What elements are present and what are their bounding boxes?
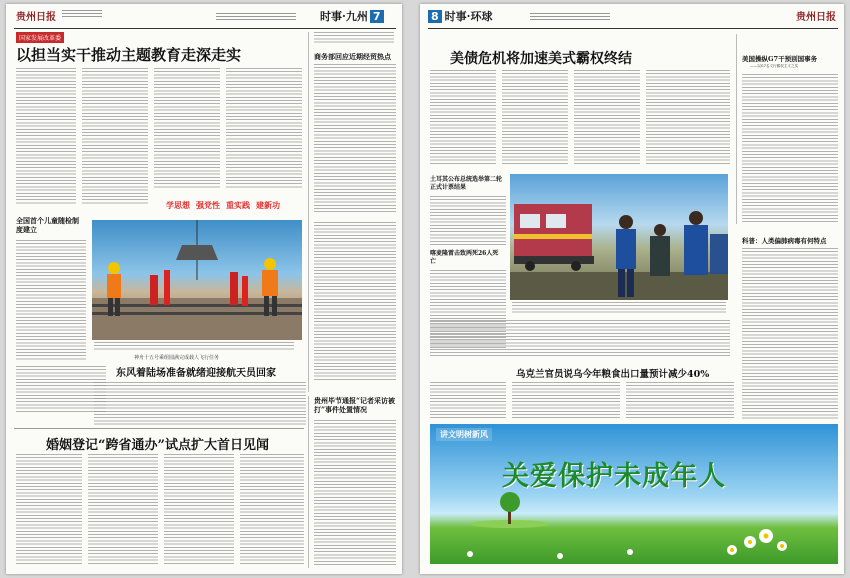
space-body-text (94, 382, 306, 426)
slogan-2: 强党性 (196, 201, 220, 210)
ukraine-col-1 (430, 382, 506, 420)
masthead-rule (14, 28, 396, 29)
section-label: 时事·九州 (320, 10, 368, 23)
marriage-col-4 (240, 454, 304, 564)
right-mid-text (430, 320, 730, 356)
banner-meadow-art (430, 484, 838, 564)
g7-subhead: ——以G7名义行霸权主义之实 (750, 64, 799, 68)
page-number: 7 (370, 10, 384, 23)
right-main-col-2 (502, 70, 568, 166)
column-divider (308, 32, 309, 392)
ukraine-headline: 乌克兰官员说乌今年粮食出口量预计减少40% (516, 369, 710, 380)
marriage-col-3 (164, 454, 234, 564)
masthead-date (62, 10, 102, 18)
right-section-header (428, 8, 493, 24)
slogan-3: 重实践 (226, 201, 250, 210)
marriage-rule (14, 428, 304, 429)
section-header (320, 8, 384, 24)
train-photo-art (510, 174, 728, 300)
train-photo-caption (512, 302, 726, 314)
masthead-editors (216, 13, 296, 21)
banner-label: 讲文明树新风 (436, 428, 492, 441)
g7-divider (736, 34, 737, 224)
right-masthead-rule (428, 28, 838, 29)
right-newspaper-page (420, 4, 844, 574)
train-workers-photo (510, 174, 728, 300)
ukraine-col-2 (512, 382, 620, 420)
right-main-col-1 (430, 70, 496, 166)
space-subhead: 神舟十五号乘组圆满完成载人飞行任务 (134, 355, 220, 361)
guizhou-brief-text (314, 420, 396, 566)
main-headline: 以担当实干推动主题教育走深走实 (16, 46, 242, 64)
masthead-logo: 贵州日报 (16, 12, 56, 23)
main-body-col-4 (226, 68, 302, 188)
sidebar-brief-text (16, 240, 86, 360)
slogan-1: 学思想 (166, 201, 190, 210)
g7-headline: 美国操纵G7干预别国事务 (742, 55, 818, 63)
guizhou-brief-title: 贵州毕节通报“记者采访被打”事件处置情况 (314, 396, 396, 414)
brief-more-text (314, 222, 396, 382)
right-masthead-logo: 贵州日报 (796, 12, 836, 23)
civility-banner (430, 424, 838, 564)
right-masthead-editors (530, 13, 610, 21)
right-page-number: 8 (428, 10, 442, 23)
main-body-col-1 (16, 68, 76, 204)
science-body-text (742, 248, 838, 420)
science-title: 科普：人类偏肺病毒有何特点 (742, 237, 827, 245)
slogan-4: 建新功 (256, 201, 280, 210)
marriage-headline: 婚姻登记“跨省通办”试点扩大首日见闻 (46, 438, 269, 453)
railway-photo-art (92, 220, 302, 340)
marriage-col-1 (16, 454, 82, 564)
railway-workers-photo (92, 220, 302, 340)
brief-trade-text (314, 64, 396, 214)
space-headline: 东风着陆场准备就绪迎接航天员回家 (116, 368, 276, 379)
marriage-col-2 (88, 454, 158, 564)
turkey-brief-text (430, 196, 506, 246)
main-kicker: 国家发展改革委 (16, 32, 64, 43)
cameroon-brief-title: 喀麦隆雷击致两死26人死亡 (430, 250, 499, 265)
sidebar-brief-title: 全国首个儿童随检制度建立 (16, 216, 79, 234)
railway-photo-caption (94, 342, 294, 350)
main-body-col-3 (154, 68, 220, 188)
brief-lead-text (314, 32, 394, 44)
right-main-headline: 美债危机将加速美式霸权终结 (450, 51, 632, 67)
guizhou-divider (308, 396, 309, 568)
slogan-bar (166, 200, 280, 211)
left-newspaper-page (6, 4, 402, 574)
banner-headline: 关爱保护未成年人 (502, 461, 726, 492)
right-main-col-3 (574, 70, 640, 166)
turkey-brief-title: 土耳其公布总统选举第二轮正式计票结果 (430, 176, 503, 191)
right-main-col-4 (646, 70, 730, 166)
brief-title-trade: 商务部回应近期经贸热点 (314, 52, 391, 61)
ukraine-col-3 (626, 382, 734, 420)
g7-body-text (742, 74, 838, 224)
right-section-label: 时事·环球 (444, 10, 493, 23)
left-lower-text (16, 366, 106, 412)
main-body-col-2 (82, 68, 148, 204)
